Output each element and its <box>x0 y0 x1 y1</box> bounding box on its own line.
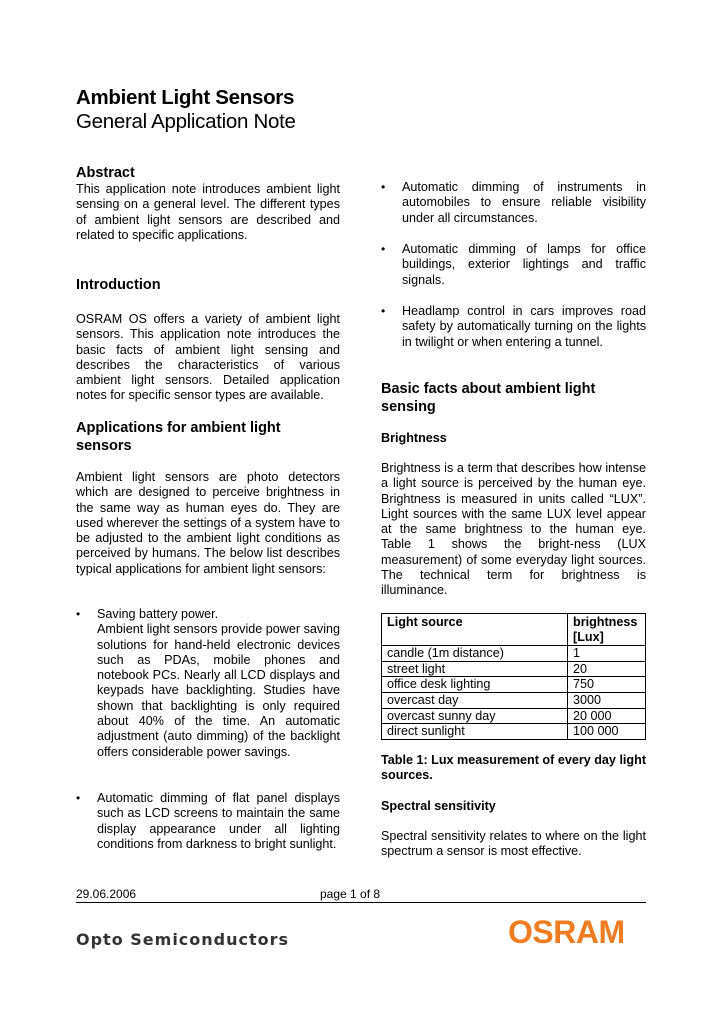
spectral-text: Spectral sensitivity relates to where on the light spectrum a sensor is most effective. <box>381 829 646 859</box>
footer-date: 29.06.2006 <box>76 887 137 901</box>
list-item <box>381 242 646 288</box>
lux-table <box>381 613 646 740</box>
applications-heading: Applications for ambient light sensors <box>76 420 281 454</box>
table-row <box>382 677 646 693</box>
table-row <box>382 661 646 677</box>
cell-source: office desk lighting <box>382 677 568 693</box>
bullet-icon: • <box>381 242 386 256</box>
bullet-title: Saving battery power. <box>97 607 219 621</box>
cell-lux: 1 <box>568 646 646 662</box>
bullet-text: Ambient light sensors provide power saving solutions for hand-held electronic devices such as PDAs, mobile phones and notebook PCs. Nearly all LCD displays and keypads have backlighting. Studies have shown that backlighting is only required about 40% of the time. An automatic adjustment (auto dimming) of the backlight offers considerable power savings. <box>97 622 340 759</box>
list-item <box>76 791 340 852</box>
division-name: Opto Semiconductors <box>76 930 290 949</box>
document-title: Ambient Light Sensors <box>76 86 295 109</box>
brightness-heading: Brightness <box>381 431 447 445</box>
footer-page-number: page 1 of 8 <box>320 887 381 901</box>
bullet-text: Headlamp control in cars improves road safety by automatically turning on the lights in twilight or when entering a tunnel. <box>402 304 646 349</box>
cell-lux: 20 <box>568 661 646 677</box>
introduction-text: OSRAM OS offers a variety of ambient light sensors. This application note introduces the basic facts of ambient light sensing and describes the characteristics of various ambient light sensors. Detailed application notes for specific sensor types are available. <box>76 312 340 403</box>
abstract-text: This application note introduces ambient light sensing on a general level. The different types of ambient light sensors are described and related to specific applications. <box>76 182 340 242</box>
spectral-heading: Spectral sensitivity <box>381 799 496 813</box>
table-row <box>382 724 646 740</box>
basic-facts-heading: Basic facts about ambient light sensing <box>381 381 596 415</box>
cell-source: overcast day <box>382 692 568 708</box>
cell-lux: 750 <box>568 677 646 693</box>
bullet-icon: • <box>381 180 386 194</box>
cell-lux: 3000 <box>568 692 646 708</box>
header-brightness: brightness [Lux] <box>568 614 646 646</box>
lux-table-wrapper <box>381 613 646 740</box>
table-row <box>382 708 646 724</box>
cell-lux: 100 000 <box>568 724 646 740</box>
bullet-icon: • <box>381 304 386 318</box>
cell-lux: 20 000 <box>568 708 646 724</box>
cell-source: direct sunlight <box>382 724 568 740</box>
list-item <box>381 304 646 350</box>
footer-divider <box>76 902 646 903</box>
brightness-text: Brightness is a term that describes how intense a light source is perceived by the human eye. Brightness is measured in units called “LUX”. Light sources with the same LUX level appear at the same brightness to the human eye. Table 1 shows the bright-ness (LUX measurement) of some everyday light sources. The technical term for brightness is illuminance. <box>381 461 646 598</box>
applications-text: Ambient light sensors are photo detectors which are designed to perceive brightness in the same way as human eyes do. They are used wherever the settings of a system have to be adjusted to the ambient light conditions as perceived by humans. The below list describes typical applications for ambient light sensors: <box>76 470 340 576</box>
cell-source: overcast sunny day <box>382 708 568 724</box>
abstract-heading: Abstract <box>76 165 135 181</box>
introduction-heading: Introduction <box>76 277 161 293</box>
bullet-icon: • <box>76 607 81 621</box>
bullet-text: Automatic dimming of lamps for office buildings, exterior lightings and traffic signals. <box>402 242 646 287</box>
cell-source: candle (1m distance) <box>382 646 568 662</box>
table-header-row <box>382 614 646 646</box>
table-caption: Table 1: Lux measurement of every day light sources. <box>381 753 647 783</box>
header-light-source: Light source <box>382 614 568 646</box>
bullet-text: Automatic dimming of instruments in automobiles to ensure reliable visibility under all circumstances. <box>402 180 646 225</box>
bullet-text: Automatic dimming of flat panel displays such as LCD screens to maintain the same display appearance under all lighting conditions from darkness to bright sunlight. <box>97 791 340 851</box>
list-item <box>381 180 646 226</box>
osram-logo: OSRAM <box>508 914 625 950</box>
table-row <box>382 692 646 708</box>
bullet-icon: • <box>76 791 81 805</box>
table-row <box>382 646 646 662</box>
list-item <box>76 607 340 760</box>
cell-source: street light <box>382 661 568 677</box>
document-subtitle: General Application Note <box>76 110 296 133</box>
